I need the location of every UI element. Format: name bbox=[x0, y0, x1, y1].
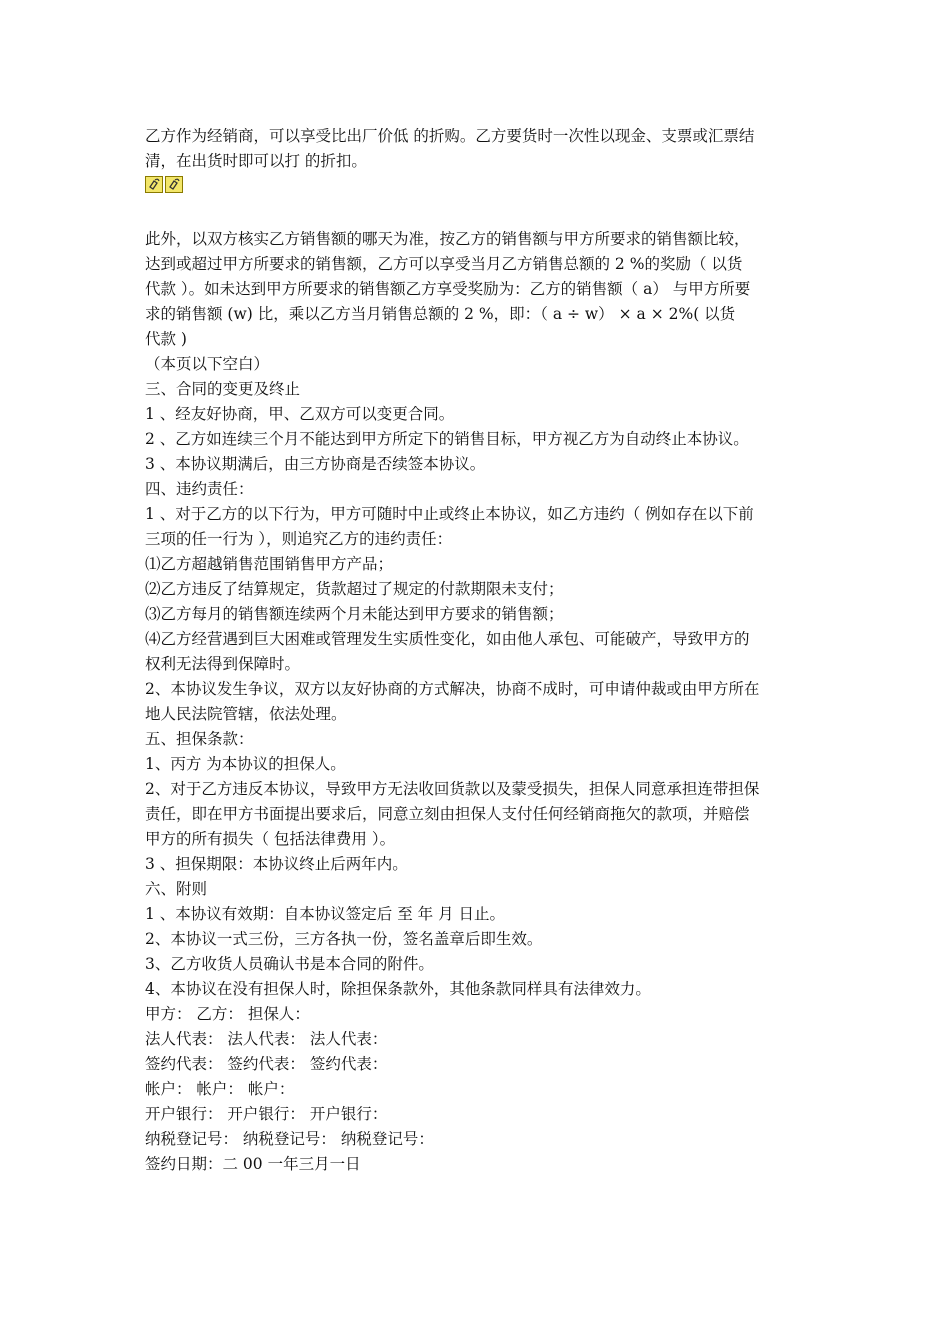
body-line: 三、合同的变更及终止 bbox=[145, 380, 301, 398]
body-line: ⑵乙方违反了结算规定，货款超过了规定的付款期限未支付； bbox=[145, 580, 564, 598]
body-line: 六、附则 bbox=[145, 880, 208, 898]
body-line: 2 、乙方如连续三个月不能达到甲方所定下的销售目标，甲方视乙方为自动终止本协议。 bbox=[145, 430, 749, 448]
body-line: 代款 ）。如未达到甲方所要求的销售额乙方享受奖励为：乙方的销售额（ a） 与甲方所要 bbox=[145, 280, 751, 298]
body-line: 法人代表： 法人代表： 法人代表： bbox=[145, 1030, 388, 1048]
document-body bbox=[145, 227, 810, 1177]
body-line: ⑴乙方超越销售范围销售甲方产品； bbox=[145, 555, 394, 573]
body-line: 帐户： 帐户： 帐户： bbox=[145, 1080, 295, 1098]
body-line: 2、本协议发生争议，双方以友好协商的方式解决，协商不成时，可申请仲裁或由甲方所在 bbox=[145, 680, 760, 698]
body-line: ⑶乙方每月的销售额连续两个月未能达到甲方要求的销售额； bbox=[145, 605, 564, 623]
body-line: 3 、担保期限：本协议终止后两年内。 bbox=[145, 855, 408, 873]
body-line: 达到或超过甲方所要求的销售额，乙方可以享受当月乙方销售总额的 2 %的奖励（ 以货 bbox=[145, 255, 743, 273]
body-line: 1 、对于乙方的以下行为，甲方可随时中止或终止本协议，如乙方违约（ 例如存在以下前 bbox=[145, 505, 754, 523]
body-line: 三项的任一行为 ），则追究乙方的违约责任： bbox=[145, 530, 453, 548]
link-icon[interactable] bbox=[145, 176, 163, 193]
body-line: 开户银行： 开户银行： 开户银行： bbox=[145, 1105, 388, 1123]
body-line: 签约代表： 签约代表： 签约代表： bbox=[145, 1055, 388, 1073]
body-line: 4、本协议在没有担保人时，除担保条款外，其他条款同样具有法律效力。 bbox=[145, 980, 651, 998]
body-line: 纳税登记号： 纳税登记号： 纳税登记号： bbox=[145, 1130, 434, 1148]
spacer bbox=[145, 196, 810, 227]
body-line: 地人民法院管辖，依法处理。 bbox=[145, 705, 347, 723]
body-line: 3 、本协议期满后，由三方协商是否续签本协议。 bbox=[145, 455, 486, 473]
document-page bbox=[145, 124, 810, 1177]
body-line: 五、担保条款： bbox=[145, 730, 254, 748]
body-line: 1 、本协议有效期：自本协议签定后 至 年 月 日止。 bbox=[145, 905, 505, 923]
body-line: ⑷乙方经营遇到巨大困难或管理发生实质性变化，如由他人承包、可能破产，导致甲方的 bbox=[145, 630, 750, 648]
body-line: 代款 ) bbox=[145, 330, 187, 348]
body-line: 签约日期：二 00 一年三月一日 bbox=[145, 1155, 361, 1173]
body-line: 甲方的所有损失（ 包括法律费用 ）。 bbox=[145, 830, 396, 848]
body-line: 2、对于乙方违反本协议，导致甲方无法收回货款以及蒙受损失，担保人同意承担连带担保 bbox=[145, 780, 760, 798]
body-line: （本页以下空白） bbox=[145, 355, 270, 373]
body-line: 求的销售额 (w) 比，乘以乙方当月销售总额的 2 %，即：（ a ÷ w） × a × 2%( 以货 bbox=[145, 305, 736, 323]
body-line: 2、本协议一式三份，三方各执一份，签名盖章后即生效。 bbox=[145, 930, 543, 948]
body-line: 责任，即在甲方书面提出要求后，同意立刻由担保人支付任何经销商拖欠的款项，并赔偿 bbox=[145, 805, 750, 823]
body-line: 3、乙方收货人员确认书是本合同的附件。 bbox=[145, 955, 434, 973]
body-line: 权利无法得到保障时。 bbox=[145, 655, 301, 673]
body-line: 甲方： 乙方： 担保人： bbox=[145, 1005, 310, 1023]
body-line: 四、违约责任： bbox=[145, 480, 254, 498]
intro-line-2: 清，在出货时即可以打 的折扣。 bbox=[145, 152, 367, 170]
body-line: 此外，以双方核实乙方销售额的哪天为准，按乙方的销售额与甲方所要求的销售额比较， bbox=[145, 230, 750, 248]
body-line: 1、丙方 为本协议的担保人。 bbox=[145, 755, 346, 773]
link-icon[interactable] bbox=[165, 176, 183, 193]
body-line: 1 、经友好协商，甲、乙双方可以变更合同。 bbox=[145, 405, 455, 423]
embedded-icons bbox=[145, 176, 810, 196]
intro-line-1: 乙方作为经销商，可以享受比出厂价低 的折购。乙方要货时一次性以现金、支票或汇票结 bbox=[145, 127, 755, 145]
